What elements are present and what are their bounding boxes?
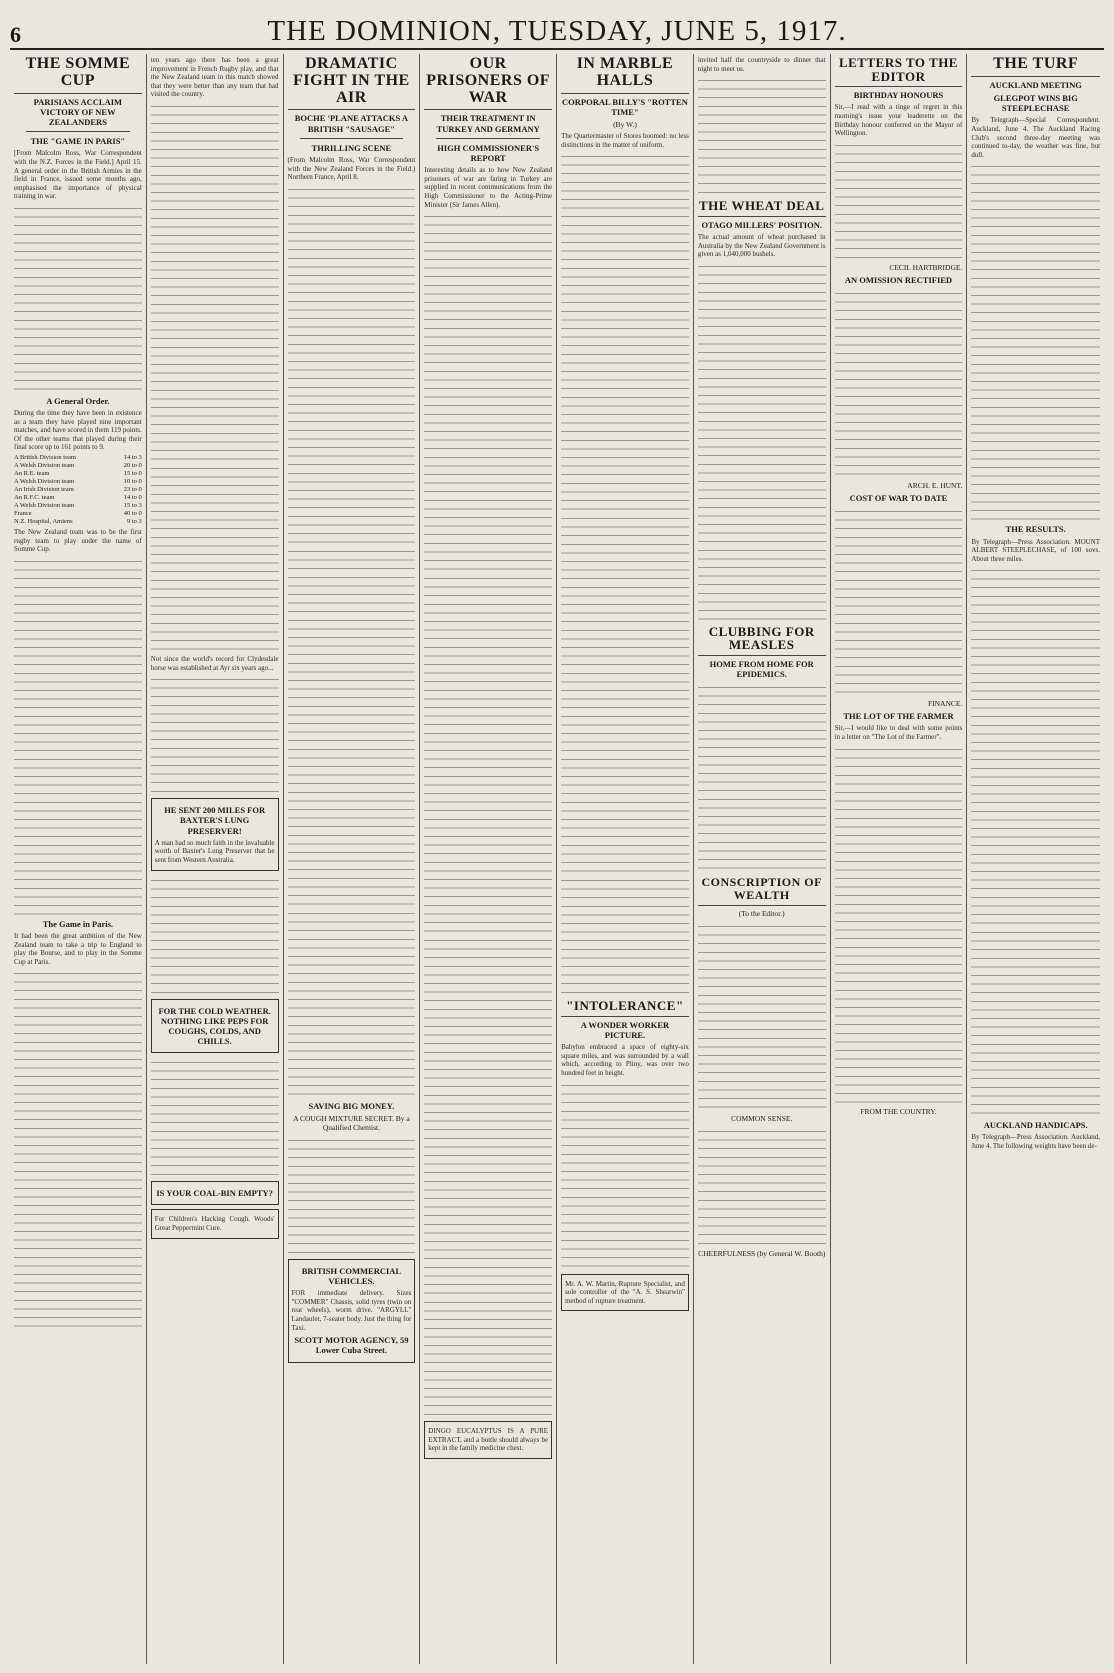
column-turf: THE TURF AUCKLAND MEETING GLEGPOT WINS BIG STEEPLECHASE By Telegraph—Special Correspondent. Auckland, June 4. The Auckland Racing Club's second three-day meeting was continued to-day, the weather was fine, but dull. THE RESULTS. By Telegraph—Press Association. MOUNT ALBERT STEEPLECHASE, of 100 sovs. About three miles. AUCKLAND HANDICAPS. By Telegraph—Press Association. Auckland, June 4. The following weights have been de- [971,55,1101,1151]
masthead [10,10,1104,50]
advert-coal-bin: IS YOUR COAL-BIN EMPTY? [151,1181,279,1205]
article-text: (From Malcolm Ross, War Correspondent with the New Zealand Forces in the Field.) Northern France, April 8. [287,155,416,182]
column-prisoners [420,54,557,1664]
article-text: It had been the great ambition of the New Zealand team to take a trip to England to play the Bourse, and to play in the Somme Cup at Paris. [14,932,142,966]
subhead-report: HIGH COMMISSIONER'S REPORT [437,142,540,163]
table-row: A Welsh Division team 20 to 0 [14,462,142,470]
table-row: A British Division team 14 to 3 [14,454,142,462]
headline-intolerance: "INTOLERANCE" [561,997,689,1017]
table-row: An Irish Division team 23 to 0 [14,486,142,494]
headline-conscription: CONSCRIPTION OF WEALTH [698,874,826,905]
headline-marble-halls: IN MARBLE HALLS [561,54,689,94]
article-text: Interesting details as to how New Zealand prisoners of war are faring in Turkey are supplied in recent communications from the High Commissioner to the Acting-Prime Minister (Sir James Allen). [424,166,553,209]
article-text: Not since the world's record for Clydesdale horse was established at Ayr six years ago... [150,654,279,672]
column-dramatic-fight: DRAMATIC FIGHT IN THE AIR BOCHE 'PLANE ATTACKS A BRITISH "SAUSAGE" THRILLING SCENE (From Malcolm Ross, War Correspondent with the New Zealand Forces in the Field.) Northern France, April 8. SAVING BIG MONEY. A COUGH MIXTURE SECRET. By a Qualified Chemist. BRITISH COMMERCIAL VEHICLES. FOR immediate delivery. Sizes "COMMER" Chassis, solid tyres (twin on rear wheels), worm drive. "ARGYLL" Landaulet, 7-seater body. Just the thing for Taxi. SCOTT MOTOR AGENCY, 59 Lower Cuba Street. [284,54,421,1664]
table-row: An R.F.C. team 14 to 0 [14,494,142,502]
article-text: The Quartermaster of Stores boomed: no less distinctions in the matter of uniform. [561,131,689,149]
subhead-thrilling: THRILLING SCENE [311,142,392,153]
headline-somme-cup: THE SOMME CUP [14,54,142,94]
scores-table [14,454,142,526]
column-marble-halls: IN MARBLE HALLS CORPORAL BILLY'S "ROTTEN TIME" (By W.) The Quartermaster of Stores boomed: no less distinctions in the matter of uniform. "INTOLERANCE" A WONDER WORKER PICTURE. Babylon embraced a space of eighty-six square miles, and was surrounded by a wall which, according to Pliny, was over two hundred feet in height. Mr. A. W. Martin, Rupture Specialist, and sole controller of the "A. S. Shearwin" method of rupture treatment. [557,54,694,1664]
headline-measles: CLUBBING FOR MEASLES [698,623,826,656]
column-continued [147,54,284,1664]
column-somme-cup [10,54,147,1664]
article-text: During the time they have been in existence as a team they have played nine important matches, and have scored in them 119 points. Of the other teams that played during their final score up to 161 points to 9. [14,409,142,452]
subhead-boche-plane: BOCHE 'PLANE ATTACKS A BRITISH "SAUSAGE" [294,113,409,134]
subhead-parisians: PARISIANS ACCLAIM VICTORY OF NEW ZEALANDERS [33,96,123,127]
table-row: A Welsh Division team 10 to 0 [14,478,142,486]
column-wheat: invited half the countryside to dinner that night to meet us. THE WHEAT DEAL OTAGO MILLERS' POSITION. The actual amount of wheat purchased in Australia by the New Zealand Government is given as 1,040,000 bushels. CLUBBING FOR MEASLES HOME FROM HOME FOR EPIDEMICS. CONSCRIPTION OF WEALTH (To the Editor.) COMMON SENSE. CHEERFULNESS (by General W. Booth) [694,54,831,1664]
advert-baxters: HE SENT 200 MILES FOR BAXTER'S LUNG PRESERVER! A man had so much faith in the invaluable worth of Baxter's Lung Preserver that he sent from Western Australia. [151,798,279,870]
headline-turf: THE TURF [971,54,1100,77]
table-row: N.Z. Hospital, Amiens 9 to 3 [14,518,142,526]
table-row: An R.E. team 15 to 0 [14,470,142,478]
article-text: [From Malcolm Ross, War Correspondent with the N.Z. Forces in the Field.] April 15. A general order in the British Armies in the field in France, issued some months ago, emphasised the importance of physical training in war. [14,149,142,201]
subhead-corporal-billy: CORPORAL BILLY'S "ROTTEN TIME" [562,96,688,117]
subhead-saving-money: SAVING BIG MONEY. [308,1100,395,1111]
subhead-game-in-paris: THE "GAME IN PARIS" [30,136,126,147]
advert-dingo: DINGO EUCALYPTUS IS A PURE EXTRACT, and a bottle should always be kept in the family medicine chest. [424,1421,552,1459]
subhead-treatment: THEIR TREATMENT IN TURKEY AND GERMANY [436,113,540,134]
advert-woods: For Children's Hacking Cough. Woods' Great Peppermint Cure. [151,1209,279,1238]
headline-wheat-deal: THE WHEAT DEAL [698,197,826,217]
article-text: ten years ago there has been a great improvement in French Rugby play, and that the New Zealand team in this match showed that they were better than any team that had visited the country. [150,56,279,99]
newspaper-title: THE DOMINION, TUESDAY, JUNE 5, 1917. [267,15,847,47]
article-text: The New Zealand team was to be the first rugby team to play under the name of Somme Cup. [14,528,142,554]
page-number: 6 [10,22,21,47]
section-game-in-paris: The Game in Paris. [42,918,114,929]
headline-dramatic-fight: DRAMATIC FIGHT IN THE AIR [288,54,416,110]
headline-letters: LETTERS TO THE EDITOR [835,54,963,87]
advert-commercial-vehicles: BRITISH COMMERCIAL VEHICLES. FOR immediate delivery. Sizes "COMMER" Chassis, solid tyres (twin on rear wheels), worm drive. "ARGYLL" Landaulet, 7-seater body. Just the thing for Taxi. SCOTT MOTOR AGENCY, 59 Lower Cuba Street. [288,1259,416,1363]
column-letters: LETTERS TO THE EDITOR BIRTHDAY HONOURS Sir,—I read with a tinge of regret in this morning's issue your leaderette on the Birthday honour conferred on the Mayor of Wellington. CECIL HARTBRIDGE. AN OMISSION RECTIFIED ARCH. E. HUNT. COST OF WAR TO DATE FINANCE. THE LOT OF THE FARMER Sir,—I would like to deal with some points in a letter on "The Lot of the Farmer". FROM THE COUNTRY. [831,54,968,1664]
headline-prisoners: OUR PRISONERS OF WAR [424,54,552,110]
table-row: A Welsh Division team 15 to 3 [14,502,142,510]
table-row: France 40 to 0 [14,510,142,518]
advert-rupture: Mr. A. W. Martin, Rupture Specialist, and sole controller of the "A. S. Shearwin" method of rupture treatment. [561,1274,689,1312]
article-text: invited half the countryside to dinner that night to meet us. [697,56,826,73]
section-general-order: A General Order. [46,395,110,406]
advert-peps: FOR THE COLD WEATHER. NOTHING LIKE PEPS FOR COUGHS, COLDS, AND CHILLS. [151,999,279,1054]
